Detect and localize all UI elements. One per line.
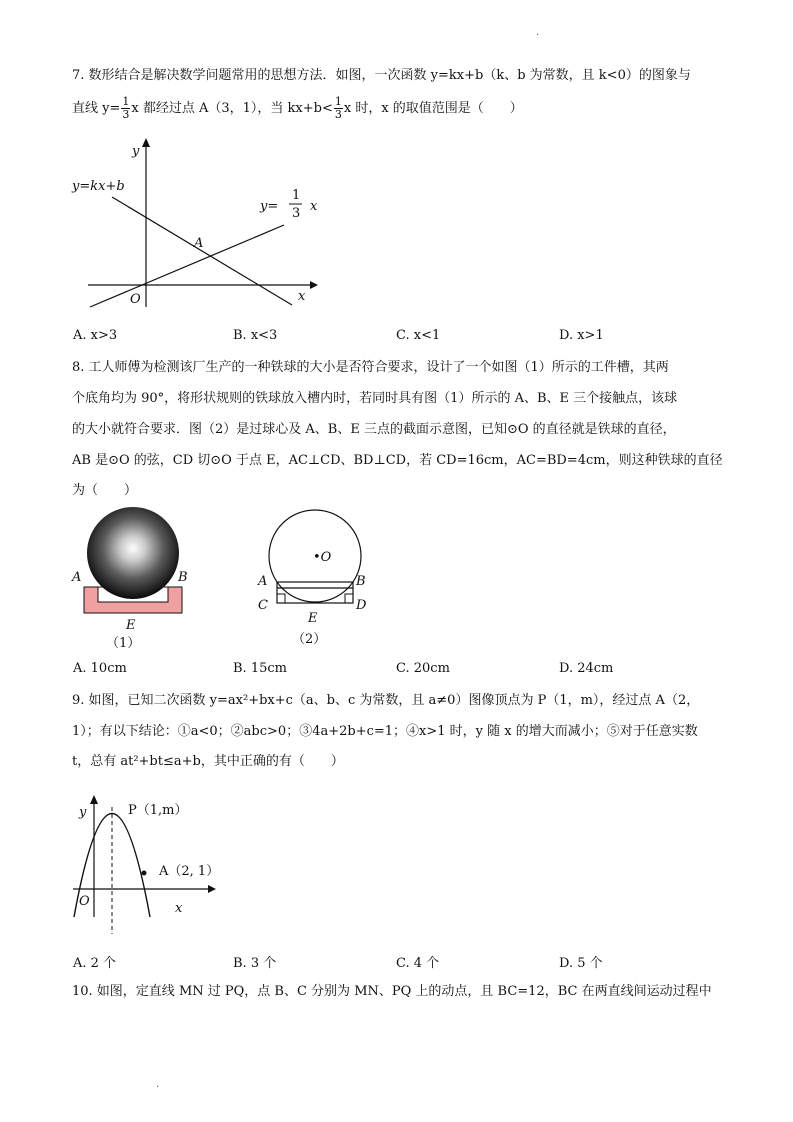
q8-option-c[interactable]: C. 20cm <box>396 661 450 676</box>
fig1-label-e: E <box>126 618 136 633</box>
q7-option-c[interactable]: C. x<1 <box>396 328 441 343</box>
q7-fraction-2: $\frac{1}{3}$ <box>334 95 342 121</box>
q9-text-line3: t，总有 at²+bt≤a+b，其中正确的有（ ） <box>72 754 344 769</box>
fig2-label-b: B <box>356 574 366 589</box>
q9-option-d[interactable]: D. 5 个 <box>559 956 603 971</box>
fig2-label-o: •O <box>313 550 332 565</box>
q8-text-line4: AB 是⊙O 的弦，CD 切⊙O 于点 E，AC⊥CD、BD⊥CD，若 CD=16cm，AC=BD=4cm，则这种铁球的直径 <box>72 453 723 468</box>
fig2-caption: （2） <box>292 632 327 647</box>
page-mark-bottom: · <box>156 1082 160 1093</box>
fig1-caption: （1） <box>106 636 141 651</box>
q9-y-arrow <box>90 795 98 804</box>
q7-option-d[interactable]: D. x>1 <box>559 328 604 343</box>
q7-x-label: x <box>298 289 306 304</box>
q7-option-a[interactable]: A. x>3 <box>73 328 118 343</box>
q9-figure <box>68 782 248 942</box>
fig1-label-a: A <box>72 570 82 585</box>
q8-text-line2: 个底角均为 90°，将形状规则的铁球放入槽内时，若同时具有图（1）所示的 A、B、E 三个接触点，该球 <box>72 391 678 406</box>
q7-line2-lhs: y= <box>260 199 279 214</box>
q7-origin-label: O <box>130 292 141 307</box>
q9-text-line2: 1）；有以下结论：①a<0；②abc>0；③4a+2b+c=1；④x>1 时，y 随 x 的增大而减小；⑤对于任意实数 <box>72 724 698 739</box>
fig2-label-e: E <box>308 611 318 626</box>
q7-line2-b: x 都经过点 A（3，1），当 kx+b< <box>131 101 333 116</box>
fig1-label-b: B <box>178 570 188 585</box>
q7-y-label: y <box>132 144 140 159</box>
q7-line2-n: 1 <box>292 188 301 203</box>
q9-y-label: y <box>79 805 87 820</box>
q8-figure-2 <box>252 505 382 650</box>
q9-x-arrow <box>208 885 216 893</box>
q8-text-line1: 8. 工人师傅为检测该厂生产的一种铁球的大小是否符合要求，设计了一个如图（1）所示的工件槽，其两 <box>72 360 669 375</box>
q7-point-a-label: A <box>194 236 204 251</box>
q7-line-label: y=kx+b <box>72 179 125 194</box>
q8-option-a[interactable]: A. 10cm <box>73 661 127 676</box>
q9-option-c[interactable]: C. 4 个 <box>396 956 440 971</box>
q9-point-a <box>142 871 147 876</box>
q7-line-one-third <box>90 225 284 307</box>
q7-fraction-1: $\frac{1}{3}$ <box>122 95 130 121</box>
q7-option-b[interactable]: B. x<3 <box>233 328 278 343</box>
iron-ball <box>87 507 179 599</box>
q8-figure-1 <box>70 505 200 650</box>
fig2-label-d: D <box>356 598 367 613</box>
q8-option-b[interactable]: B. 15cm <box>233 661 287 676</box>
q7-x-arrow <box>310 281 318 289</box>
q8-text-line5: 为（ ） <box>72 483 138 498</box>
q7-figure <box>60 135 330 310</box>
q8-option-d[interactable]: D. 24cm <box>559 661 614 676</box>
right-angle-d <box>345 594 353 603</box>
q7-line2-x: x <box>310 199 318 214</box>
q9-option-a[interactable]: A. 2 个 <box>73 956 117 971</box>
page-mark: · <box>536 30 540 41</box>
q7-text-line2 <box>72 96 523 121</box>
q10-text-line1: 10. 如图，定直线 MN 过 PQ，点 B、C 分别为 MN、PQ 上的动点，且 BC=12，BC 在两直线间运动过程中 <box>72 984 712 999</box>
q9-a-label: A（2, 1） <box>159 864 220 879</box>
q9-p-label: P（1,m） <box>128 803 188 818</box>
q9-x-label: x <box>175 901 183 916</box>
fig2-label-c: C <box>258 598 268 613</box>
q7-y-arrow <box>142 138 150 147</box>
right-angle-c <box>277 594 285 603</box>
fig2-rectangle <box>277 582 353 603</box>
q7-line2-d: 3 <box>292 206 301 221</box>
q8-text-line3: 的大小就符合要求．图（2）是过球心及 A、B、E 三点的截面示意图，已知⊙O 的直径就是铁球的直径， <box>72 422 676 437</box>
q7-line2-c: x 时，x 的取值范围是（ ） <box>343 101 523 116</box>
fig2-label-a: A <box>258 574 268 589</box>
q7-line2-a: 直线 y= <box>72 101 121 116</box>
q9-origin-label: O <box>79 894 90 909</box>
q9-text-line1: 9. 如图，已知二次函数 y=ax²+bx+c（a、b、c 为常数，且 a≠0）图像顶点为 P（1，m），经过点 A（2， <box>72 693 700 708</box>
q7-text-line1: 7. 数形结合是解决数学问题常用的思想方法．如图，一次函数 y=kx+b（k、b 为常数，且 k<0）的图象与 <box>72 68 691 83</box>
q9-option-b[interactable]: B. 3 个 <box>233 956 277 971</box>
